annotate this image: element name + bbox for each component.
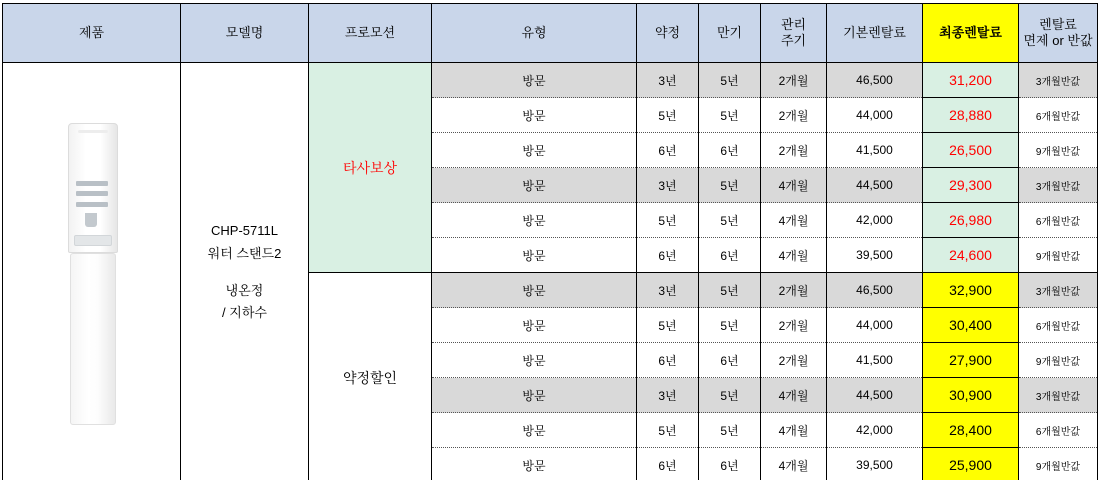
- contract-term-cell: 6년: [637, 238, 699, 273]
- expiry-cell: 5년: [699, 98, 761, 133]
- promotion-cell: 약정할인: [309, 273, 432, 480]
- final-fee-cell: 30,400: [923, 308, 1019, 343]
- expiry-cell: 6년: [699, 448, 761, 480]
- final-fee-cell: 27,900: [923, 343, 1019, 378]
- care-cycle-cell: 4개월: [761, 238, 827, 273]
- care-cycle-cell: 4개월: [761, 203, 827, 238]
- care-cycle-cell: 4개월: [761, 378, 827, 413]
- service-type-cell: 방문: [432, 133, 637, 168]
- base-fee-cell: 42,000: [827, 203, 923, 238]
- exemption-cell: 3개월반값: [1019, 168, 1098, 203]
- contract-term-cell: 6년: [637, 343, 699, 378]
- expiry-cell: 5년: [699, 273, 761, 308]
- header-model: 모델명: [181, 4, 309, 63]
- base-fee-cell: 46,500: [827, 273, 923, 308]
- contract-term-cell: 3년: [637, 63, 699, 98]
- final-fee-cell: 28,400: [923, 413, 1019, 448]
- final-fee-cell: 26,500: [923, 133, 1019, 168]
- care-cycle-cell: 4개월: [761, 448, 827, 480]
- final-fee-cell: 26,980: [923, 203, 1019, 238]
- base-fee-cell: 42,000: [827, 413, 923, 448]
- base-fee-cell: 44,000: [827, 308, 923, 343]
- contract-term-cell: 5년: [637, 308, 699, 343]
- expiry-cell: 6년: [699, 343, 761, 378]
- exemption-cell: 6개월반값: [1019, 98, 1098, 133]
- rental-price-table: [2, 3, 1098, 480]
- header-cycle-line1: 관리: [780, 16, 807, 32]
- final-fee-cell: 24,600: [923, 238, 1019, 273]
- service-type-cell: 방문: [432, 98, 637, 133]
- base-fee-cell: 39,500: [827, 238, 923, 273]
- expiry-cell: 5년: [699, 413, 761, 448]
- expiry-cell: 5년: [699, 168, 761, 203]
- model-name: 워터 스탠드2: [207, 245, 282, 261]
- water-purifier-icon: [64, 123, 120, 423]
- care-cycle-cell: 2개월: [761, 133, 827, 168]
- final-fee-cell: 28,880: [923, 98, 1019, 133]
- contract-term-cell: 5년: [637, 203, 699, 238]
- exemption-cell: 6개월반값: [1019, 203, 1098, 238]
- expiry-cell: 5년: [699, 308, 761, 343]
- final-fee-cell: 29,300: [923, 168, 1019, 203]
- final-fee-cell: 25,900: [923, 448, 1019, 480]
- base-fee-cell: 46,500: [827, 63, 923, 98]
- expiry-cell: 6년: [699, 133, 761, 168]
- model-spec-line2: / 지하수: [222, 305, 267, 321]
- service-type-cell: 방문: [432, 203, 637, 238]
- exemption-cell: 9개월반값: [1019, 238, 1098, 273]
- header-term: 약정: [637, 4, 699, 63]
- header-exemption-line2: 면제 or 반값: [1023, 33, 1093, 48]
- table-header-row: [3, 4, 1098, 63]
- model-spec-line1: 냉온정: [225, 282, 264, 298]
- base-fee-cell: 41,500: [827, 133, 923, 168]
- model-cell: [181, 63, 309, 480]
- care-cycle-cell: 4개월: [761, 168, 827, 203]
- exemption-cell: 3개월반값: [1019, 63, 1098, 98]
- model-code: CHP-5711L: [211, 223, 278, 238]
- final-fee-cell: 30,900: [923, 378, 1019, 413]
- expiry-cell: 5년: [699, 63, 761, 98]
- header-promotion: 프로모션: [309, 4, 432, 63]
- header-cycle-line2: 주기: [780, 33, 807, 48]
- header-base-fee: 기본렌탈료: [827, 4, 923, 63]
- exemption-cell: 3개월반값: [1019, 273, 1098, 308]
- service-type-cell: 방문: [432, 308, 637, 343]
- contract-term-cell: 5년: [637, 413, 699, 448]
- final-fee-cell: 31,200: [923, 63, 1019, 98]
- care-cycle-cell: 2개월: [761, 343, 827, 378]
- care-cycle-cell: 2개월: [761, 63, 827, 98]
- exemption-cell: 9개월반값: [1019, 448, 1098, 480]
- exemption-cell: 6개월반값: [1019, 308, 1098, 343]
- service-type-cell: 방문: [432, 273, 637, 308]
- care-cycle-cell: 4개월: [761, 413, 827, 448]
- care-cycle-cell: 2개월: [761, 273, 827, 308]
- expiry-cell: 6년: [699, 238, 761, 273]
- table-row: [3, 63, 1098, 98]
- service-type-cell: 방문: [432, 413, 637, 448]
- header-cycle: [761, 4, 827, 63]
- expiry-cell: 5년: [699, 203, 761, 238]
- product-image-cell: [3, 63, 181, 480]
- base-fee-cell: 44,000: [827, 98, 923, 133]
- promotion-cell: 타사보상: [309, 63, 432, 273]
- header-type: 유형: [432, 4, 637, 63]
- header-exemption: [1019, 4, 1098, 63]
- contract-term-cell: 3년: [637, 378, 699, 413]
- base-fee-cell: 44,500: [827, 168, 923, 203]
- service-type-cell: 방문: [432, 238, 637, 273]
- care-cycle-cell: 2개월: [761, 308, 827, 343]
- contract-term-cell: 6년: [637, 448, 699, 480]
- base-fee-cell: 41,500: [827, 343, 923, 378]
- final-fee-cell: 32,900: [923, 273, 1019, 308]
- table-body: [3, 63, 1098, 480]
- service-type-cell: 방문: [432, 168, 637, 203]
- base-fee-cell: 44,500: [827, 378, 923, 413]
- expiry-cell: 5년: [699, 378, 761, 413]
- exemption-cell: 9개월반값: [1019, 343, 1098, 378]
- header-product: 제품: [3, 4, 181, 63]
- exemption-cell: 3개월반값: [1019, 378, 1098, 413]
- contract-term-cell: 3년: [637, 168, 699, 203]
- contract-term-cell: 6년: [637, 133, 699, 168]
- base-fee-cell: 39,500: [827, 448, 923, 480]
- exemption-cell: 9개월반값: [1019, 133, 1098, 168]
- header-final-fee: 최종렌탈료: [923, 4, 1019, 63]
- contract-term-cell: 3년: [637, 273, 699, 308]
- header-expire: 만기: [699, 4, 761, 63]
- care-cycle-cell: 2개월: [761, 98, 827, 133]
- service-type-cell: 방문: [432, 448, 637, 480]
- exemption-cell: 6개월반값: [1019, 413, 1098, 448]
- service-type-cell: 방문: [432, 343, 637, 378]
- header-exemption-line1: 렌탈료: [1039, 16, 1077, 32]
- service-type-cell: 방문: [432, 378, 637, 413]
- service-type-cell: 방문: [432, 63, 637, 98]
- contract-term-cell: 5년: [637, 98, 699, 133]
